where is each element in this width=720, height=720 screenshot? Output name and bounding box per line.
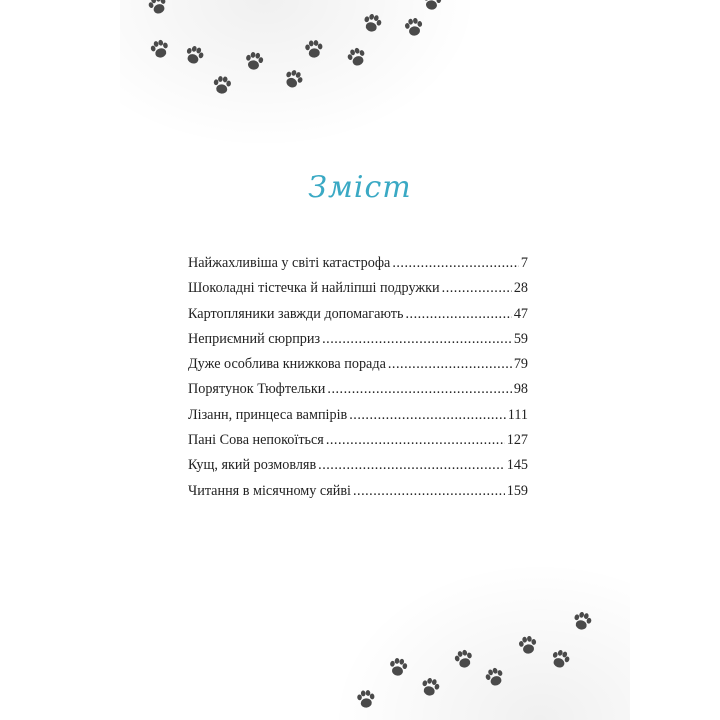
dot-leader (442, 280, 512, 297)
toc-entry-title: Найжахливіша у світі катастрофа (188, 255, 391, 271)
toc-entry-title: Дуже особлива книжкова порада (188, 356, 386, 373)
toc-entry-page: 111 (507, 406, 528, 423)
dot-leader (353, 483, 505, 500)
toc-entry-title: Пані Сова непокоїться (188, 432, 324, 449)
dot-leader (405, 306, 511, 323)
page-title: Зміст (308, 170, 412, 205)
toc-entry-title: Неприємний сюрприз (188, 330, 321, 347)
toc-entry-title: Порятунок Тюфтельки (188, 381, 326, 398)
toc-entry-page: 47 (513, 305, 528, 322)
dot-leader (388, 356, 512, 373)
dot-leader (392, 255, 519, 272)
table-of-contents (188, 255, 528, 508)
toc-entry-page: 79 (513, 356, 528, 373)
bottom-shadow (330, 560, 630, 720)
toc-entry[interactable] (188, 356, 528, 381)
toc-entry-page: 59 (513, 330, 528, 347)
toc-entry-page: 7 (520, 255, 528, 271)
toc-entry-page: 159 (506, 482, 528, 499)
toc-entry-title: Картопляники завжди допомагають (188, 305, 404, 322)
toc-entry-title: Читання в місячному сяйві (188, 482, 351, 499)
toc-entry-page: 145 (506, 457, 528, 474)
dot-leader (326, 432, 505, 449)
toc-entry[interactable] (188, 407, 528, 432)
toc-entry-page: 127 (506, 432, 528, 449)
toc-entry-title: Лізанн, принцеса вампірів (188, 406, 348, 423)
toc-entry-page: 28 (513, 280, 528, 297)
toc-entry[interactable] (188, 432, 528, 457)
toc-entry-title: Шоколадні тістечка й найліпші подружки (188, 280, 440, 297)
dot-leader (318, 457, 505, 474)
toc-entry[interactable] (188, 483, 528, 508)
toc-entry[interactable] (188, 306, 528, 331)
dot-leader (327, 381, 511, 398)
toc-entry[interactable] (188, 280, 528, 305)
toc-entry[interactable] (188, 255, 528, 280)
toc-entry[interactable] (188, 331, 528, 356)
dot-leader (322, 331, 512, 348)
toc-entry[interactable] (188, 457, 528, 482)
toc-entry-page: 98 (513, 381, 528, 398)
dot-leader (349, 407, 506, 424)
top-shadow (120, 0, 480, 150)
toc-entry-title: Кущ, який розмовляв (188, 457, 317, 474)
toc-entry[interactable] (188, 381, 528, 406)
